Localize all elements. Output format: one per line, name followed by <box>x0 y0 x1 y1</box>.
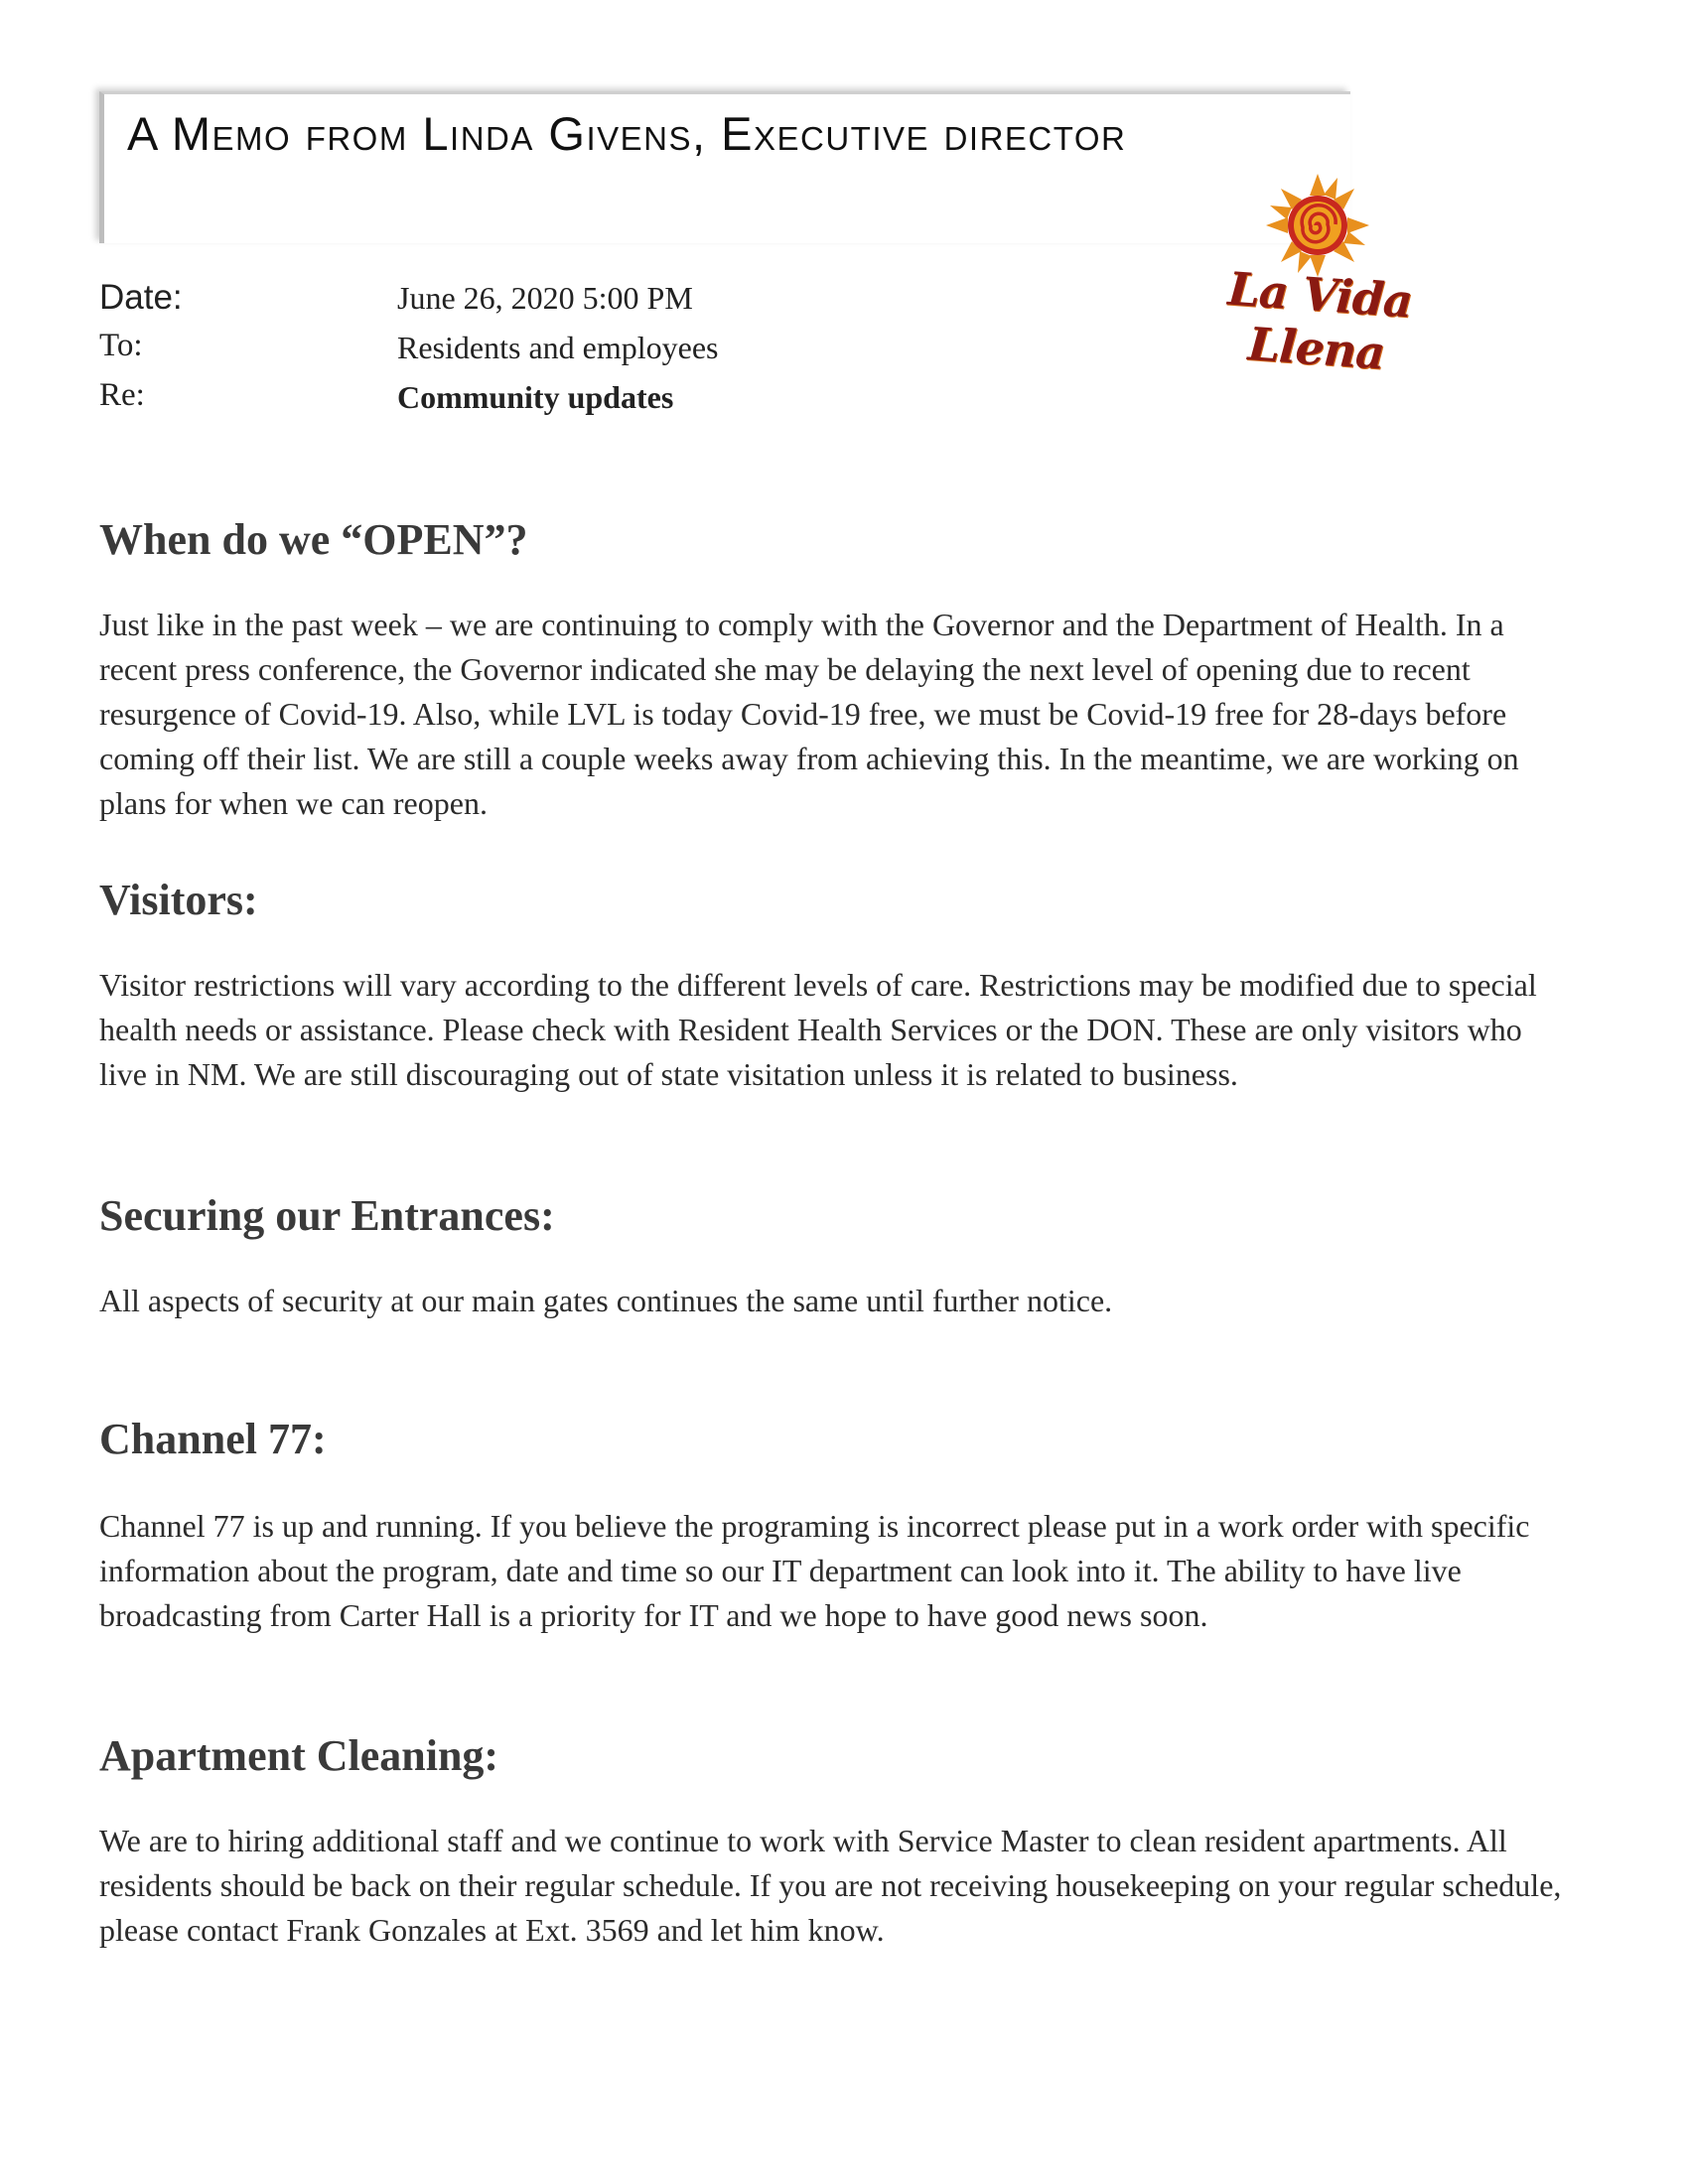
date-value: June 26, 2020 5:00 PM <box>397 280 693 316</box>
section-body: Just like in the past week – we are continuing to comply with the Governor and the Department of Health. In a recent press conference, the Governor indicated she may be delaying the next level of opening due to recent resurgence of Covid-19. Also, while LVL is today Covid-19 free, we must be Covid-19 free for 28-days before coming off their list. We are still a couple weeks away from achieving this. In the meantime, we are working on plans for when we can reopen. <box>99 607 1519 821</box>
section-heading: Channel 77: <box>99 1415 327 1463</box>
section-entrances <box>99 1190 1569 1323</box>
section-heading: Securing our Entrances: <box>99 1191 555 1240</box>
date-label: Date: <box>99 278 183 317</box>
to-value: Residents and employees <box>397 330 719 365</box>
section-visitors <box>99 875 1569 1097</box>
section-channel-77 <box>99 1414 1569 1638</box>
section-body: Visitor restrictions will vary according to the different levels of care. Restrictions may be modified due to special health needs or assistance. Please check with Resident Health Services or the DON. These are only visitors who live in NM. We are still discouraging out of state visitation unless it is related to business. <box>99 967 1537 1092</box>
memo-title: A Memo from Linda Givens, Executive director <box>127 107 1127 160</box>
re-value: Community updates <box>397 379 674 415</box>
logo <box>1177 171 1460 380</box>
section-body: Channel 77 is up and running. If you believe the programing is incorrect please put in a work order with specific information about the program, date and time so our IT department can look into it. The ability to have live broadcasting from Carter Hall is a priority for IT and we hope to have good news soon. <box>99 1508 1530 1633</box>
section-apartment-cleaning <box>99 1730 1569 1953</box>
section-open <box>99 514 1569 826</box>
logo-text: La Vida Llena <box>1225 261 1414 380</box>
to-label: To: <box>99 328 143 363</box>
section-heading: Visitors: <box>99 876 258 924</box>
section-body: All aspects of security at our main gates continues the same until further notice. <box>99 1283 1113 1318</box>
re-label: Re: <box>99 377 145 413</box>
section-heading: Apartment Cleaning: <box>99 1731 499 1780</box>
section-body: We are to hiring additional staff and we continue to work with Service Master to clean resident apartments. All residents should be back on their regular schedule. If you are not receiving housekeeping on your regular schedule, please contact Frank Gonzales at Ext. 3569 and let him know. <box>99 1823 1562 1948</box>
section-heading: When do we “OPEN”? <box>99 515 528 564</box>
